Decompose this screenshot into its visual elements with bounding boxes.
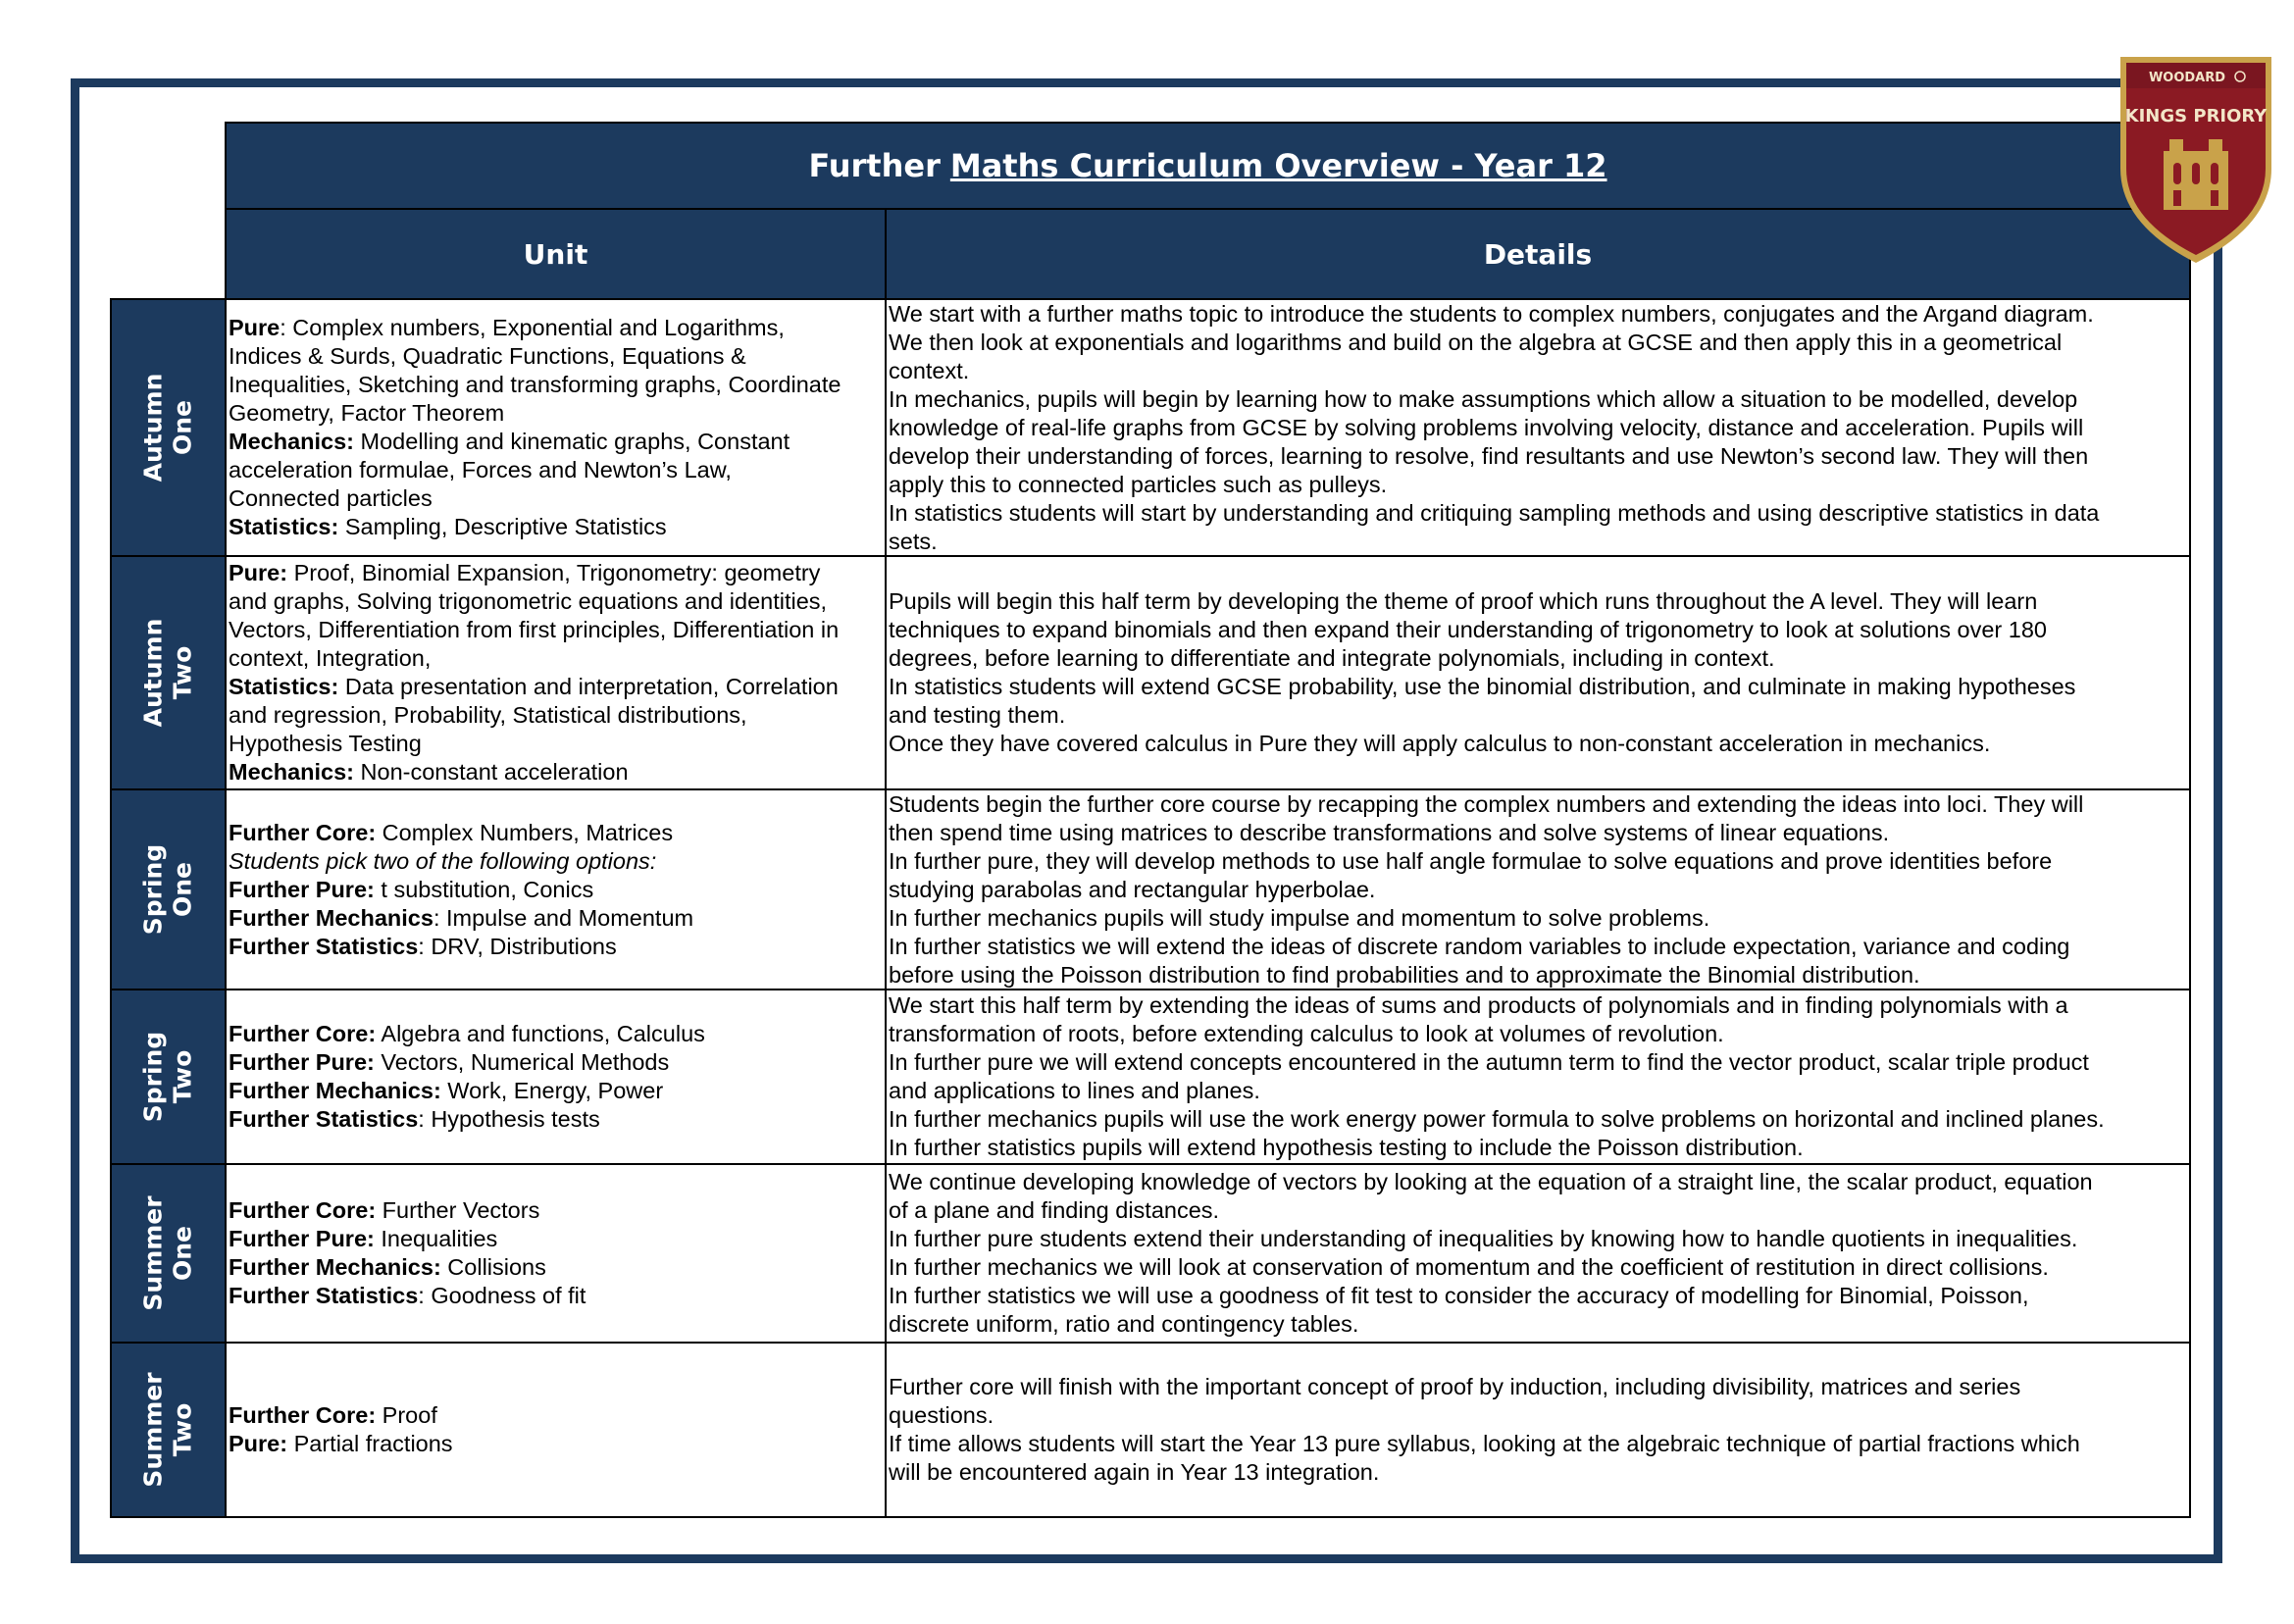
details-line: In further mechanics pupils will study impulse and momentum to solve problems. [889,904,1710,931]
term-label-line: Summer [138,1195,168,1311]
unit-cell [225,555,887,790]
unit-line-text: Complex Numbers, Matrices [376,819,674,845]
unit-line-heading: Further Pure: [229,1226,375,1251]
details-line: questions. [889,1402,994,1428]
unit-line-text: : Goodness of fit [418,1283,586,1308]
details-cell [885,555,2191,790]
details-cell [885,1163,2191,1344]
unit-line-text: and regression, Probability, Statistical distributions, [229,702,747,728]
unit-line-text: : Hypothesis tests [418,1106,600,1132]
unit-line-text: : Impulse and Momentum [433,904,694,931]
unit-line [229,730,883,758]
unit-line-text: Inequalities, Sketching and transforming graphs, Coordinate [229,372,841,397]
column-header-details [885,208,2191,300]
unit-line-heading: Further Core: [229,1402,377,1428]
details-line: In further mechanics we will look at conservation of momentum and the coefficient of restitution in direct collisions. [889,1254,2049,1280]
unit-line-heading: Statistics: [229,674,339,699]
unit-line-heading: Further Mechanics [229,904,433,931]
details-cell [885,298,2191,557]
unit-line-heading: Further Statistics [229,1106,419,1132]
details-line: develop their understanding of forces, learning to resolve, find resultants and use Newton’s second law. They will then [889,442,2089,469]
term-cell [110,788,227,990]
details-line: In further statistics pupils will extend hypothesis testing to include the Poisson distribution. [889,1135,1804,1160]
details-line: In further pure we will extend concepts encountered in the autumn term to find the vector product, scalar triple product [889,1049,2089,1075]
details-line: studying parabolas and rectangular hyperbolae. [889,876,1376,902]
unit-line-note: Students pick two of the following options: [229,847,657,874]
details-line: apply this to connected particles such as pulleys. [889,471,1388,497]
unit-line-text: Algebra and functions, Calculus [376,1021,705,1046]
details-line: of a plane and finding distances. [889,1197,1220,1223]
unit-line-heading: Further Statistics [229,1283,419,1308]
unit-line [229,1225,883,1253]
unit-line-heading: Further Core: [229,1197,377,1223]
unit-line-text: and graphs, Solving trigonometric equations and identities, [229,588,828,614]
unit-line [229,1282,883,1310]
details-line: In further statistics we will use a goodness of fit test to consider the accuracy of modelling for Binomial, Poisson, [889,1283,2029,1308]
term-label-line: Two [168,1402,197,1457]
details-line: and testing them. [889,702,1066,728]
unit-line-text: t substitution, Conics [374,876,594,902]
unit-cell [225,1163,887,1344]
unit-line-text: Proof [376,1402,437,1428]
term-cell [110,555,227,790]
unit-line-text: acceleration formulae, Forces and Newton’s Law, [229,457,732,482]
unit-line-text: Sampling, Descriptive Statistics [338,514,667,539]
unit-line-text: Connected particles [229,485,433,511]
term-label-line: Autumn [138,618,168,728]
unit-line [229,1077,883,1105]
unit-line [229,847,883,876]
details-line: then spend time using matrices to describe transformations and solve systems of linear equations. [889,819,1890,845]
unit-line-text: Collisions [440,1254,546,1280]
details-line: In statistics students will start by understanding and critiquing sampling methods and using descriptive statistics in data [889,499,2100,526]
term-label [139,1195,198,1310]
details-header-label: Details [1483,237,1593,271]
details-line: techniques to expand binomials and then expand their understanding of trigonometry to look at solutions over 180 [889,617,2047,642]
unit-line-text: Proof, Binomial Expansion, Trigonometry: geometry [287,560,821,585]
column-header-unit [225,208,887,300]
unit-line-text: Data presentation and interpretation, Correlation [338,674,839,699]
details-line: and applications to lines and planes. [889,1078,1260,1103]
details-line: In further pure, they will develop methods to use half angle formulae to solve equations and prove identities before [889,847,2053,874]
term-label-line: Autumn [138,373,168,482]
details-line: We then look at exponentials and logarithms and build on the algebra at GCSE and then apply this in a geometrical [889,329,2063,355]
term-label-line: Spring [138,843,168,936]
details-line: We continue developing knowledge of vectors by looking at the equation of a straight line, the scalar product, equation [889,1169,2093,1194]
unit-cell [225,788,887,990]
unit-line [229,342,883,371]
details-line: sets. [889,528,938,554]
details-cell [885,788,2191,990]
unit-line-heading: Mechanics: [229,429,354,454]
unit-line-text: Hypothesis Testing [229,731,422,756]
details-line: Students begin the further core course by recapping the complex numbers and extending the ideas into loci. They will [889,790,2084,817]
details-line: In further pure students extend their understanding of inequalities by knowing how to handle quotients in inequalities. [889,1226,2078,1251]
unit-cell [225,1342,887,1518]
unit-line-text: context, Integration, [229,645,432,671]
unit-line-text: Indices & Surds, Quadratic Functions, Equations & [229,343,746,369]
term-label-line: Two [168,645,197,700]
term-label [139,844,198,936]
details-line: In mechanics, pupils will begin by learning how to make assumptions which allow a situation to be modelled, develop [889,385,2078,412]
details-line: knowledge of real-life graphs from GCSE by solving problems involving velocity, distance and acceleration. Pupils will [889,414,2084,440]
school-crest-logo [2115,53,2277,269]
unit-line [229,758,883,787]
term-cell [110,989,227,1165]
details-cell [885,1342,2191,1518]
details-line: context. [889,357,970,383]
unit-line-text: Work, Energy, Power [440,1078,664,1103]
unit-cell [225,298,887,557]
term-label-line: One [168,1226,197,1282]
unit-line-text: Partial fractions [287,1431,453,1456]
details-line: before using the Poisson distribution to find probabilities and to approximate the Binomial distribution. [889,961,1920,988]
unit-line [229,314,883,342]
details-line: We start this half term by extending the ideas of sums and products of polynomials and in finding polynomials with a [889,992,2068,1018]
unit-line [229,876,883,904]
term-label [139,1372,198,1487]
details-line: will be encountered again in Year 13 integration. [889,1459,1380,1485]
unit-line [229,933,883,961]
unit-line-heading: Further Pure: [229,876,375,902]
term-cell [110,1163,227,1344]
term-label [139,1032,198,1123]
details-line: transformation of roots, before extending calculus to look at volumes of revolution. [889,1021,1724,1046]
unit-line [229,1048,883,1077]
unit-line-heading: Mechanics: [229,759,354,785]
unit-line-text: Inequalities [374,1226,498,1251]
term-cell [110,1342,227,1518]
unit-line [229,428,883,456]
unit-line [229,399,883,428]
unit-line-heading: Further Core: [229,819,377,845]
details-line: Pupils will begin this half term by developing the theme of proof which runs throughout the A level. They will learn [889,588,2038,614]
unit-line [229,904,883,933]
details-line: In statistics students will extend GCSE probability, use the binomial distribution, and culminate in making hypotheses [889,674,2076,699]
details-line: In further mechanics pupils will use the work energy power formula to solve problems on horizontal and inclined planes. [889,1106,2105,1132]
unit-header-label: Unit [523,237,588,271]
term-label-line: Two [168,1049,197,1104]
title-prefix: Further [808,147,941,184]
details-line: If time allows students will start the Year 13 pure syllabus, looking at the algebraic technique of partial fractions which [889,1431,2080,1456]
details-line: Once they have covered calculus in Pure they will apply calculus to non-constant acceleration in mechanics. [889,731,1991,756]
unit-line [229,1105,883,1134]
unit-line-heading: Further Mechanics: [229,1078,441,1103]
unit-line-heading: Further Statistics [229,933,419,959]
unit-line [229,1430,883,1458]
unit-line [229,587,883,616]
term-label [139,374,198,482]
unit-line-text: Non-constant acceleration [354,759,629,785]
term-label-line: One [168,400,197,456]
unit-line-heading: Further Pure: [229,1049,375,1075]
unit-line [229,559,883,587]
unit-line [229,644,883,673]
details-line: degrees, before learning to differentiate and integrate polynomials, including in context. [889,645,1775,671]
unit-line-heading: Pure: [229,560,288,585]
shield-icon [2115,53,2277,269]
logo-name-text: KINGS PRIORY [2124,106,2268,127]
title-main: Maths Curriculum Overview - Year 12 [949,147,1607,184]
unit-line-text: Modelling and kinematic graphs, Constant [354,429,790,454]
unit-line [229,819,883,847]
unit-line-text: Further Vectors [376,1197,540,1223]
unit-line-text: Vectors, Numerical Methods [374,1049,670,1075]
details-line: discrete uniform, ratio and contingency tables. [889,1311,1359,1337]
unit-line-text: : Complex numbers, Exponential and Logarithms, [280,315,785,340]
unit-line [229,701,883,730]
details-line: We start with a further maths topic to introduce the students to complex numbers, conjugates and the Argand diagram. [889,300,2094,327]
unit-line [229,1196,883,1225]
unit-line-heading: Further Mechanics: [229,1254,441,1280]
term-label-line: One [168,862,197,918]
unit-line [229,673,883,701]
page-title [225,122,2191,210]
unit-line-heading: Statistics: [229,514,339,539]
unit-line-heading: Further Core: [229,1021,377,1046]
details-cell [885,989,2191,1165]
unit-line [229,1253,883,1282]
details-line: Further core will finish with the important concept of proof by induction, including divisibility, matrices and series [889,1374,2021,1399]
unit-line-heading: Pure [229,315,280,340]
unit-line-text: Geometry, Factor Theorem [229,400,505,426]
term-label-line: Spring [138,1031,168,1123]
unit-cell [225,989,887,1165]
details-line: In further statistics we will extend the ideas of discrete random variables to include expectation, variance and coding [889,933,2070,959]
term-cell [110,298,227,557]
unit-line [229,484,883,513]
unit-line-heading: Pure: [229,1431,288,1456]
unit-line [229,456,883,484]
unit-line-text: Vectors, Differentiation from first principles, Differentiation in [229,617,840,642]
term-label-line: Summer [138,1372,168,1488]
unit-line [229,1020,883,1048]
unit-line-text: : DRV, Distributions [418,933,617,959]
term-label [139,619,198,728]
unit-line [229,371,883,399]
unit-line [229,616,883,644]
unit-line [229,1401,883,1430]
logo-top-text: WOODARD [2148,71,2226,85]
unit-line [229,513,883,541]
